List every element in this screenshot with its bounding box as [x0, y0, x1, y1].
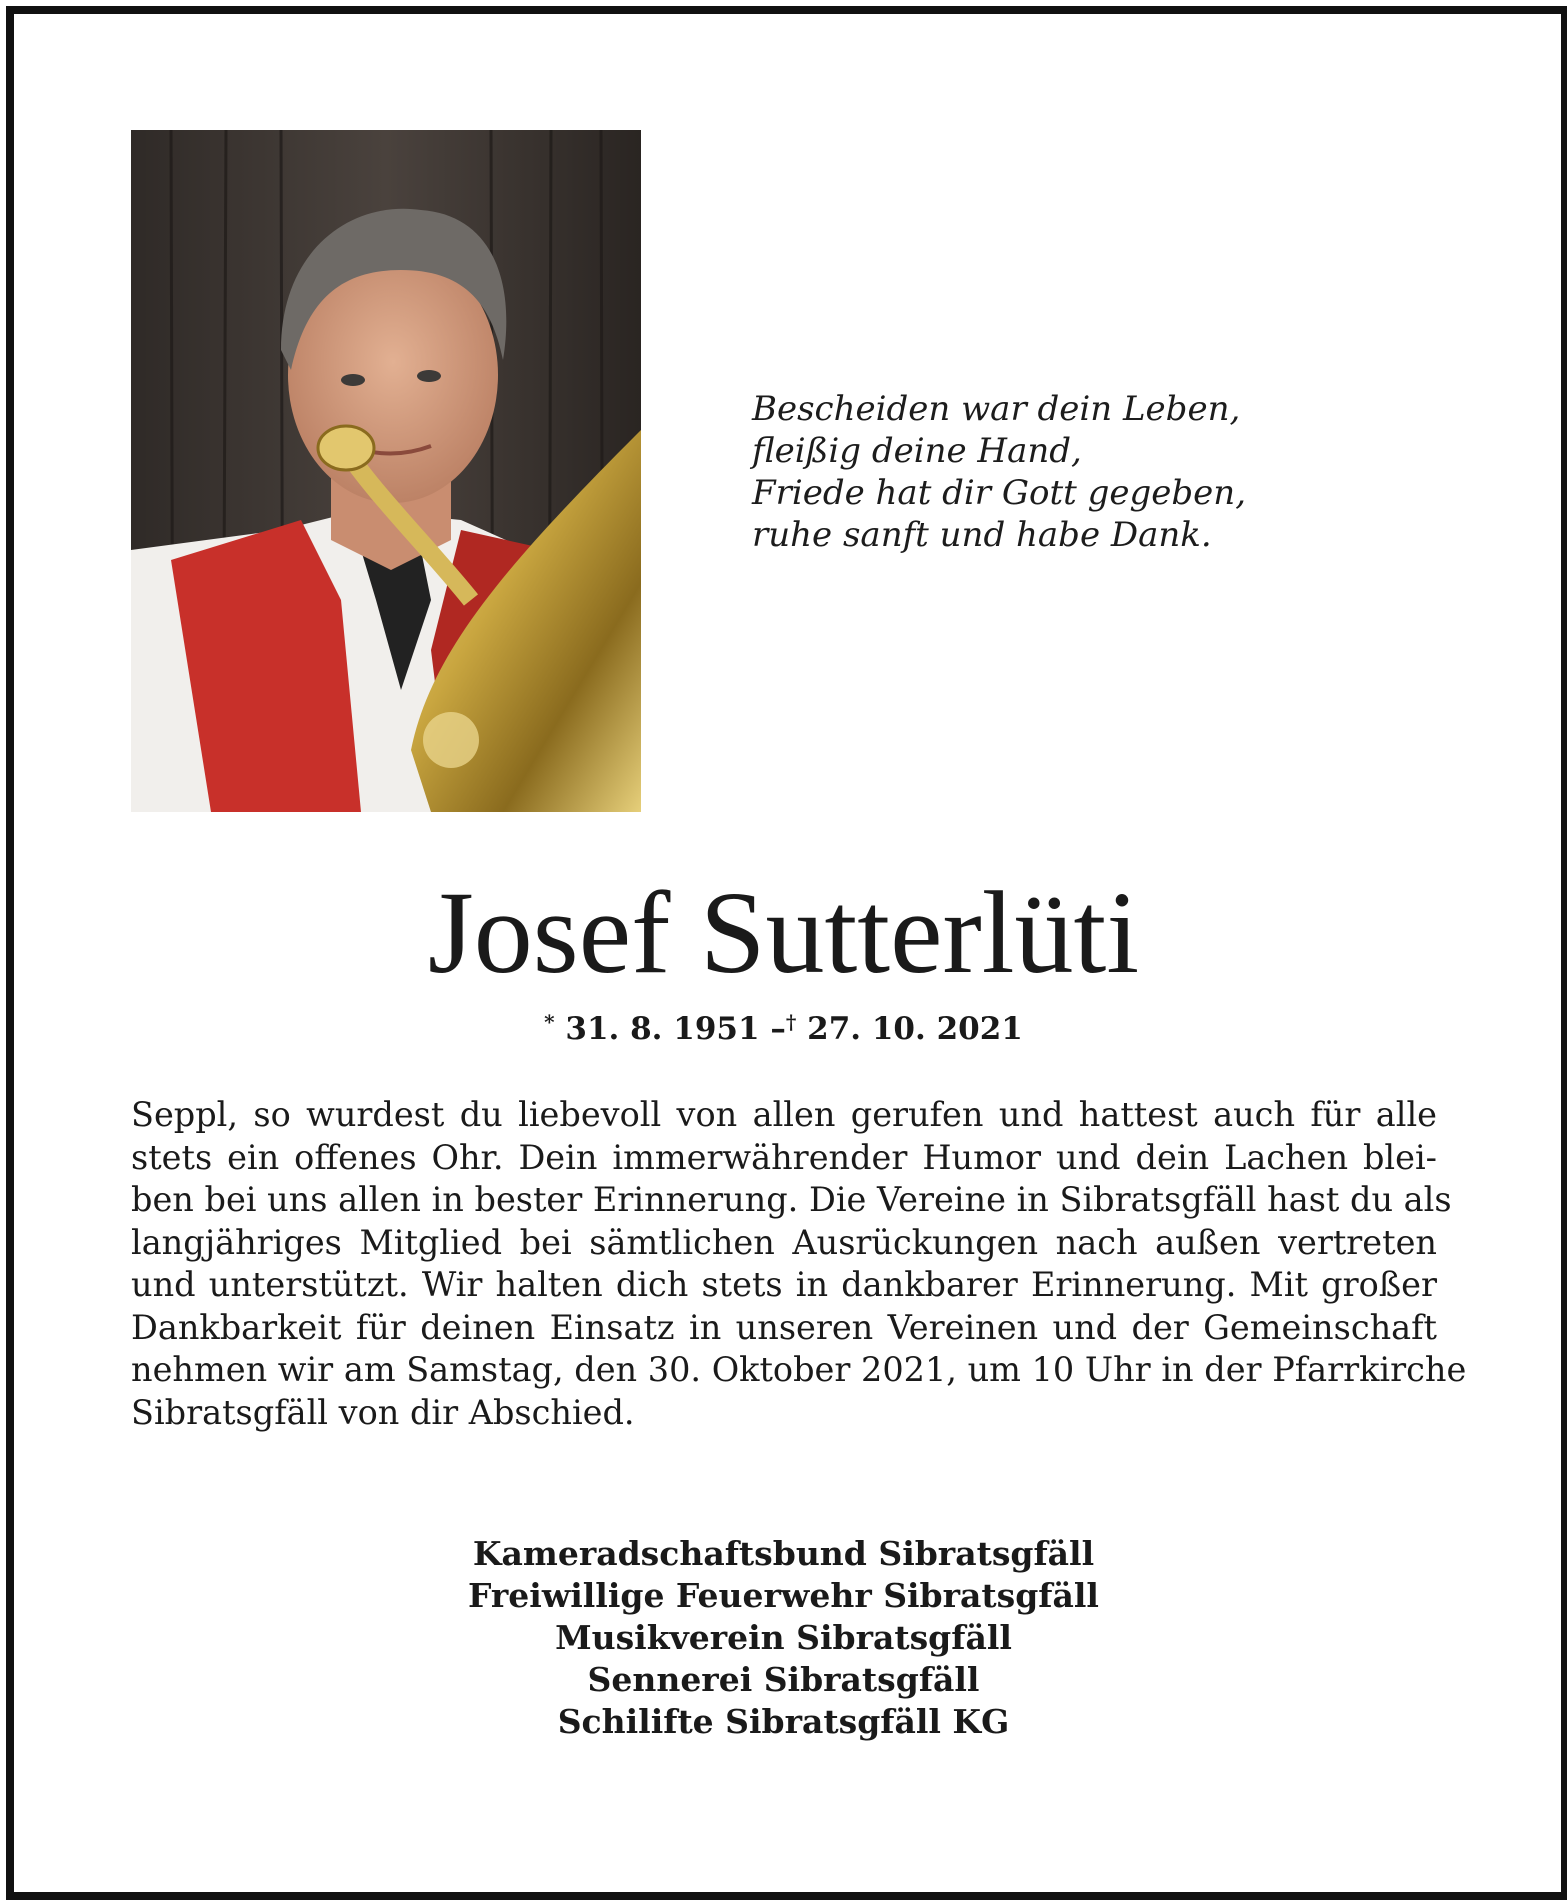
obituary-line: und unterstützt. Wir halten dich stets in dankbarer Erinnerung. Mit großer [131, 1265, 1437, 1304]
signer: Freiwillige Feuerwehr Sibratsgfäll [468, 1576, 1099, 1615]
signer: Kameradschaftsbund Sibratsgfäll [472, 1534, 1095, 1573]
signers-list [0, 1533, 1567, 1743]
portrait-photo [131, 130, 641, 812]
obituary-text [131, 1094, 1467, 1434]
obituary-line: ben bei uns allen in bester Erinnerung. Die Vereine in Sibratsgfäll hast du als [131, 1180, 1452, 1219]
death-symbol: † [785, 1010, 797, 1034]
birth-date: 31. 8. 1951 [565, 1011, 760, 1047]
signer: Sennerei Sibratsgfäll [587, 1660, 980, 1699]
poem-line: ruhe sanft und habe Dank. [752, 515, 1212, 555]
obituary-line: langjähriges Mitglied bei sämtlichen Ausrückungen nach außen vertreten [131, 1222, 1437, 1262]
poem-line: Friede hat dir Gott gegeben, [752, 473, 1246, 513]
obituary-line: Sibratsgfäll von dir Abschied. [131, 1392, 635, 1432]
poem-line: Bescheiden war dein Leben, [752, 389, 1241, 429]
death-date: 27. 10. 2021 [807, 1011, 1023, 1047]
life-dates [0, 1000, 1567, 1051]
obituary-line: Dankbarkeit für deinen Einsatz in unseren Vereinen und der Gemeinschaft [131, 1307, 1437, 1347]
date-separator: – [770, 1011, 786, 1047]
birth-symbol: * [544, 1010, 555, 1034]
signer: Schilifte Sibratsgfäll KG [557, 1702, 1010, 1741]
obituary-line: Seppl, so wurdest du liebevoll von allen gerufen und hattest auch für alle [131, 1095, 1437, 1134]
portrait-illustration [131, 130, 641, 812]
obituary-line: nehmen wir am Samstag, den 30. Oktober 2021, um 10 Uhr in der Pfarrkirche [131, 1350, 1467, 1389]
memorial-poem [752, 388, 1312, 556]
signer: Musikverein Sibratsgfäll [555, 1618, 1012, 1657]
poem-line: fleißig deine Hand, [752, 431, 1082, 471]
obituary-line: stets ein offenes Ohr. Dein immerwährender Humor und dein Lachen blei- [131, 1137, 1437, 1177]
deceased-name: Josef Sutterlüti [427, 867, 1140, 998]
